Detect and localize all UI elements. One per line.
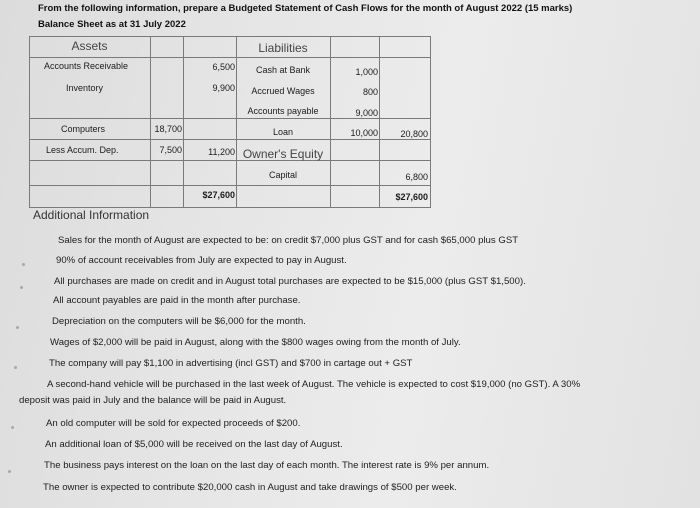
total-assets-value: $27,600 (202, 190, 235, 200)
info-item-3: All purchases are made on credit and in August total purchases are expected to be $15,000 (plus GST $1,500). (54, 276, 526, 287)
question-heading: From the following information, prepare a Budgeted Statement of Cash Flows for the month of August 2022 (15 marks) (38, 3, 573, 14)
additional-info-heading: Additional Information (33, 208, 150, 222)
bullet-icon (14, 366, 17, 369)
bullet-icon (11, 426, 14, 429)
computers-label: Computers (61, 124, 106, 134)
info-item-12: The owner is expected to contribute $20,000 cash in August and take drawings of $500 per week. (43, 482, 457, 493)
info-item-4: All account payables are paid in the month after purchase. (53, 295, 301, 306)
accounts-receivable-label: Accounts Receivable (44, 61, 129, 71)
accounts-receivable-value: 6,500 (212, 62, 235, 72)
cash-at-bank-label: Cash at Bank (255, 65, 311, 75)
info-item-2: 90% of account receivables from July are expected to pay in August. (56, 255, 347, 266)
bullet-icon (20, 286, 23, 289)
info-item-5: Depreciation on the computers will be $6,000 for the month. (52, 316, 306, 327)
assets-heading: Assets (71, 39, 108, 53)
bullet-icon (16, 326, 19, 329)
info-item-8-continued: deposit was paid in July and the balance will be paid in August. (19, 395, 287, 406)
info-item-1: Sales for the month of August are expected to be: on credit $7,000 plus GST and for cash $65,000 plus GST (58, 235, 519, 246)
capital-value: 6,800 (405, 172, 428, 182)
accrued-wages-label: Accrued Wages (251, 86, 315, 96)
accrued-wages-value: 800 (362, 87, 378, 97)
info-item-7: The company will pay $1,100 in advertising (incl GST) and $700 in cartage out + GST (49, 358, 413, 369)
loan-value: 10,000 (350, 128, 378, 138)
info-item-6: Wages of $2,000 will be paid in August, along with the $800 wages owing from the month of July. (50, 337, 461, 348)
info-item-8: A second-hand vehicle will be purchased in the last week of August. The vehicle is expected to cost $19,000 (no GST). A 30% (47, 379, 581, 390)
liabilities-heading: Liabilities (258, 41, 308, 55)
info-item-9: An old computer will be sold for expected proceeds of $200. (46, 418, 301, 429)
bullet-icon (8, 470, 11, 473)
balance-sheet-title: Balance Sheet as at 31 July 2022 (38, 19, 186, 30)
inventory-value: 9,900 (212, 83, 235, 93)
owners-equity-heading: Owner's Equity (242, 147, 324, 161)
loan-label: Loan (272, 127, 294, 137)
info-item-11: The business pays interest on the loan on the last day of each month. The interest rate is 9% per annum. (44, 460, 490, 471)
liabilities-total-value: 20,800 (400, 129, 428, 139)
capital-label: Capital (268, 170, 297, 180)
inventory-label: Inventory (66, 83, 104, 93)
total-liab-equity-value: $27,600 (395, 192, 428, 202)
less-accum-dep-label: Less Accum. Dep. (46, 145, 119, 155)
less-accum-dep-value: 7,500 (159, 145, 182, 155)
info-item-10: An additional loan of $5,000 will be received on the last day of August. (45, 439, 343, 450)
computers-net-value: 11,200 (208, 147, 235, 157)
bullet-icon (22, 263, 25, 266)
cash-at-bank-value: 1,000 (355, 67, 378, 77)
accounts-payable-label: Accounts payable (247, 106, 319, 116)
accounts-payable-value: 9,000 (355, 108, 378, 118)
balance-sheet-table (29, 36, 431, 208)
computers-value: 18,700 (154, 124, 182, 134)
